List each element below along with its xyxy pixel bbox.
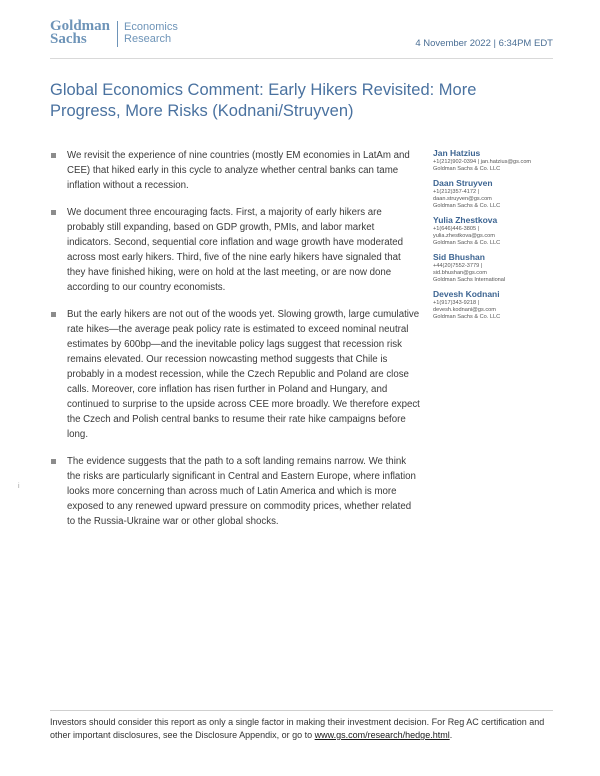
dept-line-2: Research <box>124 33 172 45</box>
author-entry <box>433 215 573 247</box>
author-name: Sid Bhushan <box>433 252 485 262</box>
bullet-item <box>50 307 420 442</box>
author-email[interactable]: yulia.zhestkova@gs.com <box>433 233 495 239</box>
author-affiliation: Goldman Sachs & Co. LLC <box>433 314 501 320</box>
author-affiliation: Goldman Sachs International <box>433 277 506 283</box>
margin-mark: i <box>18 483 20 490</box>
square-bullet-icon <box>51 459 56 464</box>
department-label <box>124 21 178 45</box>
author-name: Jan Hatzius <box>433 148 481 158</box>
dept-line-1: Economics <box>124 21 178 33</box>
author-name: Daan Struyven <box>433 178 493 188</box>
author-phone: +1(212)357-4172 | <box>433 189 480 195</box>
logo-line-2: Sachs <box>50 31 87 47</box>
author-email[interactable]: devesh.kodnani@gs.com <box>433 307 496 313</box>
author-entry <box>433 148 573 173</box>
summary-bullets <box>50 148 420 541</box>
author-entry <box>433 289 573 321</box>
publish-date: 4 November 2022 | 6:34PM EDT <box>415 38 553 49</box>
author-affiliation: Goldman Sachs & Co. LLC <box>433 203 501 209</box>
logo-wordmark <box>50 20 110 46</box>
footer-end: . <box>449 730 453 740</box>
author-phone: +1(917)343-9218 | <box>433 300 480 306</box>
author-email[interactable]: sid.bhushan@gs.com <box>433 270 487 276</box>
author-phone: +1(646)446-3805 | <box>433 226 480 232</box>
author-email[interactable]: daan.struyven@gs.com <box>433 196 492 202</box>
footer-divider <box>50 710 553 711</box>
author-affiliation: Goldman Sachs & Co. LLC <box>433 240 501 246</box>
logo-divider <box>117 21 118 47</box>
square-bullet-icon <box>51 312 56 317</box>
logo-line-1: Goldman <box>50 18 111 34</box>
author-list <box>433 148 573 326</box>
header-divider <box>50 58 553 59</box>
footer-text: Investors should consider this report as only a single factor in making their investment decision. For Reg AC certification and other important disclosures, see the Disclosure Appendix, or go to <box>50 717 545 740</box>
page-header <box>50 20 560 50</box>
disclosure-footer <box>50 716 550 742</box>
bullet-text: We revisit the experience of nine countries (mostly EM economies in LatAm and CEE) that hiked early in this cycle to analyze whether central banks can tame inflation without a recession. <box>67 150 410 191</box>
author-contact[interactable]: +1(212)902-0394 | jan.hatzius@gs.com <box>433 159 532 165</box>
bullet-text: But the early hikers are not out of the woods yet. Slowing growth, large cumulative rate hikes—the average peak policy rate is estimated to exceed nominal neutral estimates by 600bp—and the inevitable policy lags suggest that recession risk remains elevated. Our recession nowcasting method suggests that Chile is probably in a modest recession, while the Czech Republic and Poland are close calls. Moreover, core inflation has risen further in Poland and Hungary, and continued to surprise to the upside across CEE more broadly. We therefore expect the Czech and Polish central banks to resume their rate hike campaigns before long. <box>67 309 420 440</box>
bullet-item <box>50 148 420 193</box>
report-title: Global Economics Comment: Early Hikers Revisited: More Progress, More Risks (Kodnani/Struyven) <box>50 81 477 120</box>
disclosure-link[interactable]: www.gs.com/research/hedge.html <box>314 730 450 740</box>
bullet-item <box>50 454 420 529</box>
goldman-sachs-logo <box>50 20 178 47</box>
author-name: Devesh Kodnani <box>433 289 500 299</box>
square-bullet-icon <box>51 210 56 215</box>
bullet-item <box>50 205 420 295</box>
square-bullet-icon <box>51 153 56 158</box>
author-affiliation: Goldman Sachs & Co. LLC <box>433 166 501 172</box>
bullet-text: We document three encouraging facts. First, a majority of early hikers are probably still expanding, based on GDP growth, PMIs, and labor market indicators. Second, sequential core inflation and wage growth have moderated across most early hikers. Third, five of the nine early hikers have signaled that they have finished hiking, were on hold at the last meeting, or are now done according to our country economists. <box>67 207 404 293</box>
author-name: Yulia Zhestkova <box>433 215 498 225</box>
author-phone: +44(20)7552-3779 | <box>433 263 483 269</box>
author-entry <box>433 252 573 284</box>
author-entry <box>433 178 573 210</box>
bullet-text: The evidence suggests that the path to a soft landing remains narrow. We think the risks are particularly significant in Central and Eastern Europe, where inflation looks more concerning than across much of Latin America and which is more exposed to any renewed upward pressure on commodity prices, whether related to the Russia-Ukraine war or other global shocks. <box>67 456 416 527</box>
